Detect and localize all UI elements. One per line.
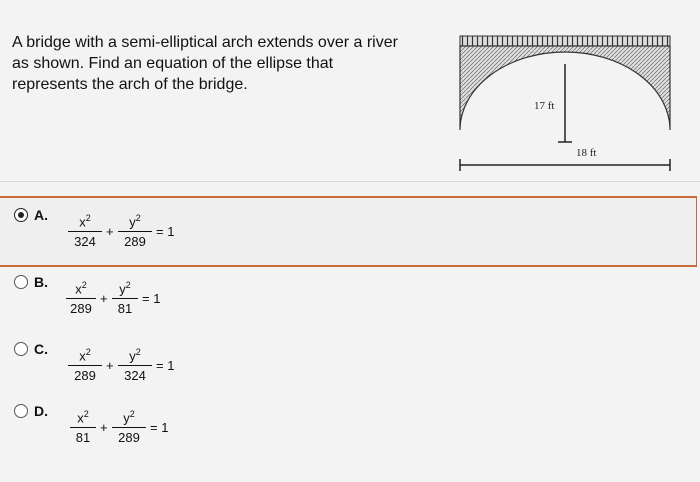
option-d-plus: + xyxy=(100,420,108,435)
option-d-radio[interactable] xyxy=(14,404,28,418)
option-c-x-denominator: 289 xyxy=(74,368,96,384)
option-d-y-fraction xyxy=(112,406,146,445)
option-c-radio[interactable] xyxy=(14,342,28,356)
option-b-x-fraction xyxy=(66,277,96,316)
option-c-letter: C. xyxy=(34,341,48,357)
option-a-x-exponent: 2 xyxy=(85,213,91,223)
option-d-x-denominator: 81 xyxy=(75,430,91,446)
option-c-y-exponent: 2 xyxy=(135,347,141,357)
option-a-y-bar xyxy=(118,231,152,232)
option-b-equals: = 1 xyxy=(142,291,161,306)
option-c-y-bar xyxy=(118,365,152,366)
width-label: 18 ft xyxy=(576,147,597,159)
option-d[interactable] xyxy=(0,400,360,462)
option-d-y-exponent: 2 xyxy=(129,409,135,419)
option-a-y-denominator: 289 xyxy=(124,234,146,250)
option-b-y-denominator: 81 xyxy=(117,301,133,317)
option-a-equals: = 1 xyxy=(156,224,175,239)
option-c-y-denominator: 324 xyxy=(124,368,146,384)
option-a-plus: + xyxy=(106,224,114,239)
option-c-x-exponent: 2 xyxy=(85,347,91,357)
option-b-y-exponent: 2 xyxy=(125,280,131,290)
option-b-radio[interactable] xyxy=(14,275,28,289)
option-d-x-bar xyxy=(70,427,96,428)
option-d-equals: = 1 xyxy=(150,420,169,435)
option-b-x-bar xyxy=(66,298,96,299)
option-a-y-fraction xyxy=(118,210,152,249)
option-d-y-denominator: 289 xyxy=(118,430,140,446)
option-b-plus: + xyxy=(100,291,108,306)
option-c[interactable] xyxy=(0,338,360,400)
option-c-equals: = 1 xyxy=(156,358,175,373)
option-a-x-fraction xyxy=(68,210,102,249)
option-b-y-numerator: y xyxy=(119,281,126,297)
question-line-3: represents the arch of the bridge. xyxy=(12,76,248,93)
option-d-letter: D. xyxy=(34,403,48,419)
question-text xyxy=(12,32,442,95)
option-a[interactable] xyxy=(0,204,360,266)
option-c-x-bar xyxy=(68,365,102,366)
option-a-x-denominator: 324 xyxy=(74,234,96,250)
bridge-figure xyxy=(450,30,690,180)
option-a-letter: A. xyxy=(34,207,48,223)
option-a-x-bar xyxy=(68,231,102,232)
option-c-x-fraction xyxy=(68,344,102,383)
option-c-y-fraction xyxy=(118,344,152,383)
option-b-letter: B. xyxy=(34,274,48,290)
option-c-x-numerator: x xyxy=(79,348,86,364)
question-line-1: A bridge with a semi-elliptical arch extends over a river xyxy=(12,34,398,51)
option-b[interactable] xyxy=(0,271,360,333)
option-a-radio[interactable] xyxy=(14,208,28,222)
height-label: 17 ft xyxy=(534,100,555,112)
option-b-x-exponent: 2 xyxy=(81,280,87,290)
option-d-y-bar xyxy=(112,427,146,428)
bridge-railing xyxy=(460,36,670,46)
option-a-y-exponent: 2 xyxy=(135,213,141,223)
option-b-x-denominator: 289 xyxy=(70,301,92,317)
option-b-y-bar xyxy=(112,298,138,299)
section-divider xyxy=(0,181,700,182)
option-d-x-fraction xyxy=(70,406,96,445)
option-d-y-numerator: y xyxy=(123,410,130,426)
option-c-y-numerator: y xyxy=(129,348,136,364)
option-c-plus: + xyxy=(106,358,114,373)
option-a-x-numerator: x xyxy=(79,214,86,230)
option-d-x-numerator: x xyxy=(77,410,84,426)
option-b-x-numerator: x xyxy=(75,281,82,297)
option-b-y-fraction xyxy=(112,277,138,316)
option-d-x-exponent: 2 xyxy=(83,409,89,419)
option-a-y-numerator: y xyxy=(129,214,136,230)
question-line-2: as shown. Find an equation of the ellipse that xyxy=(12,55,334,72)
